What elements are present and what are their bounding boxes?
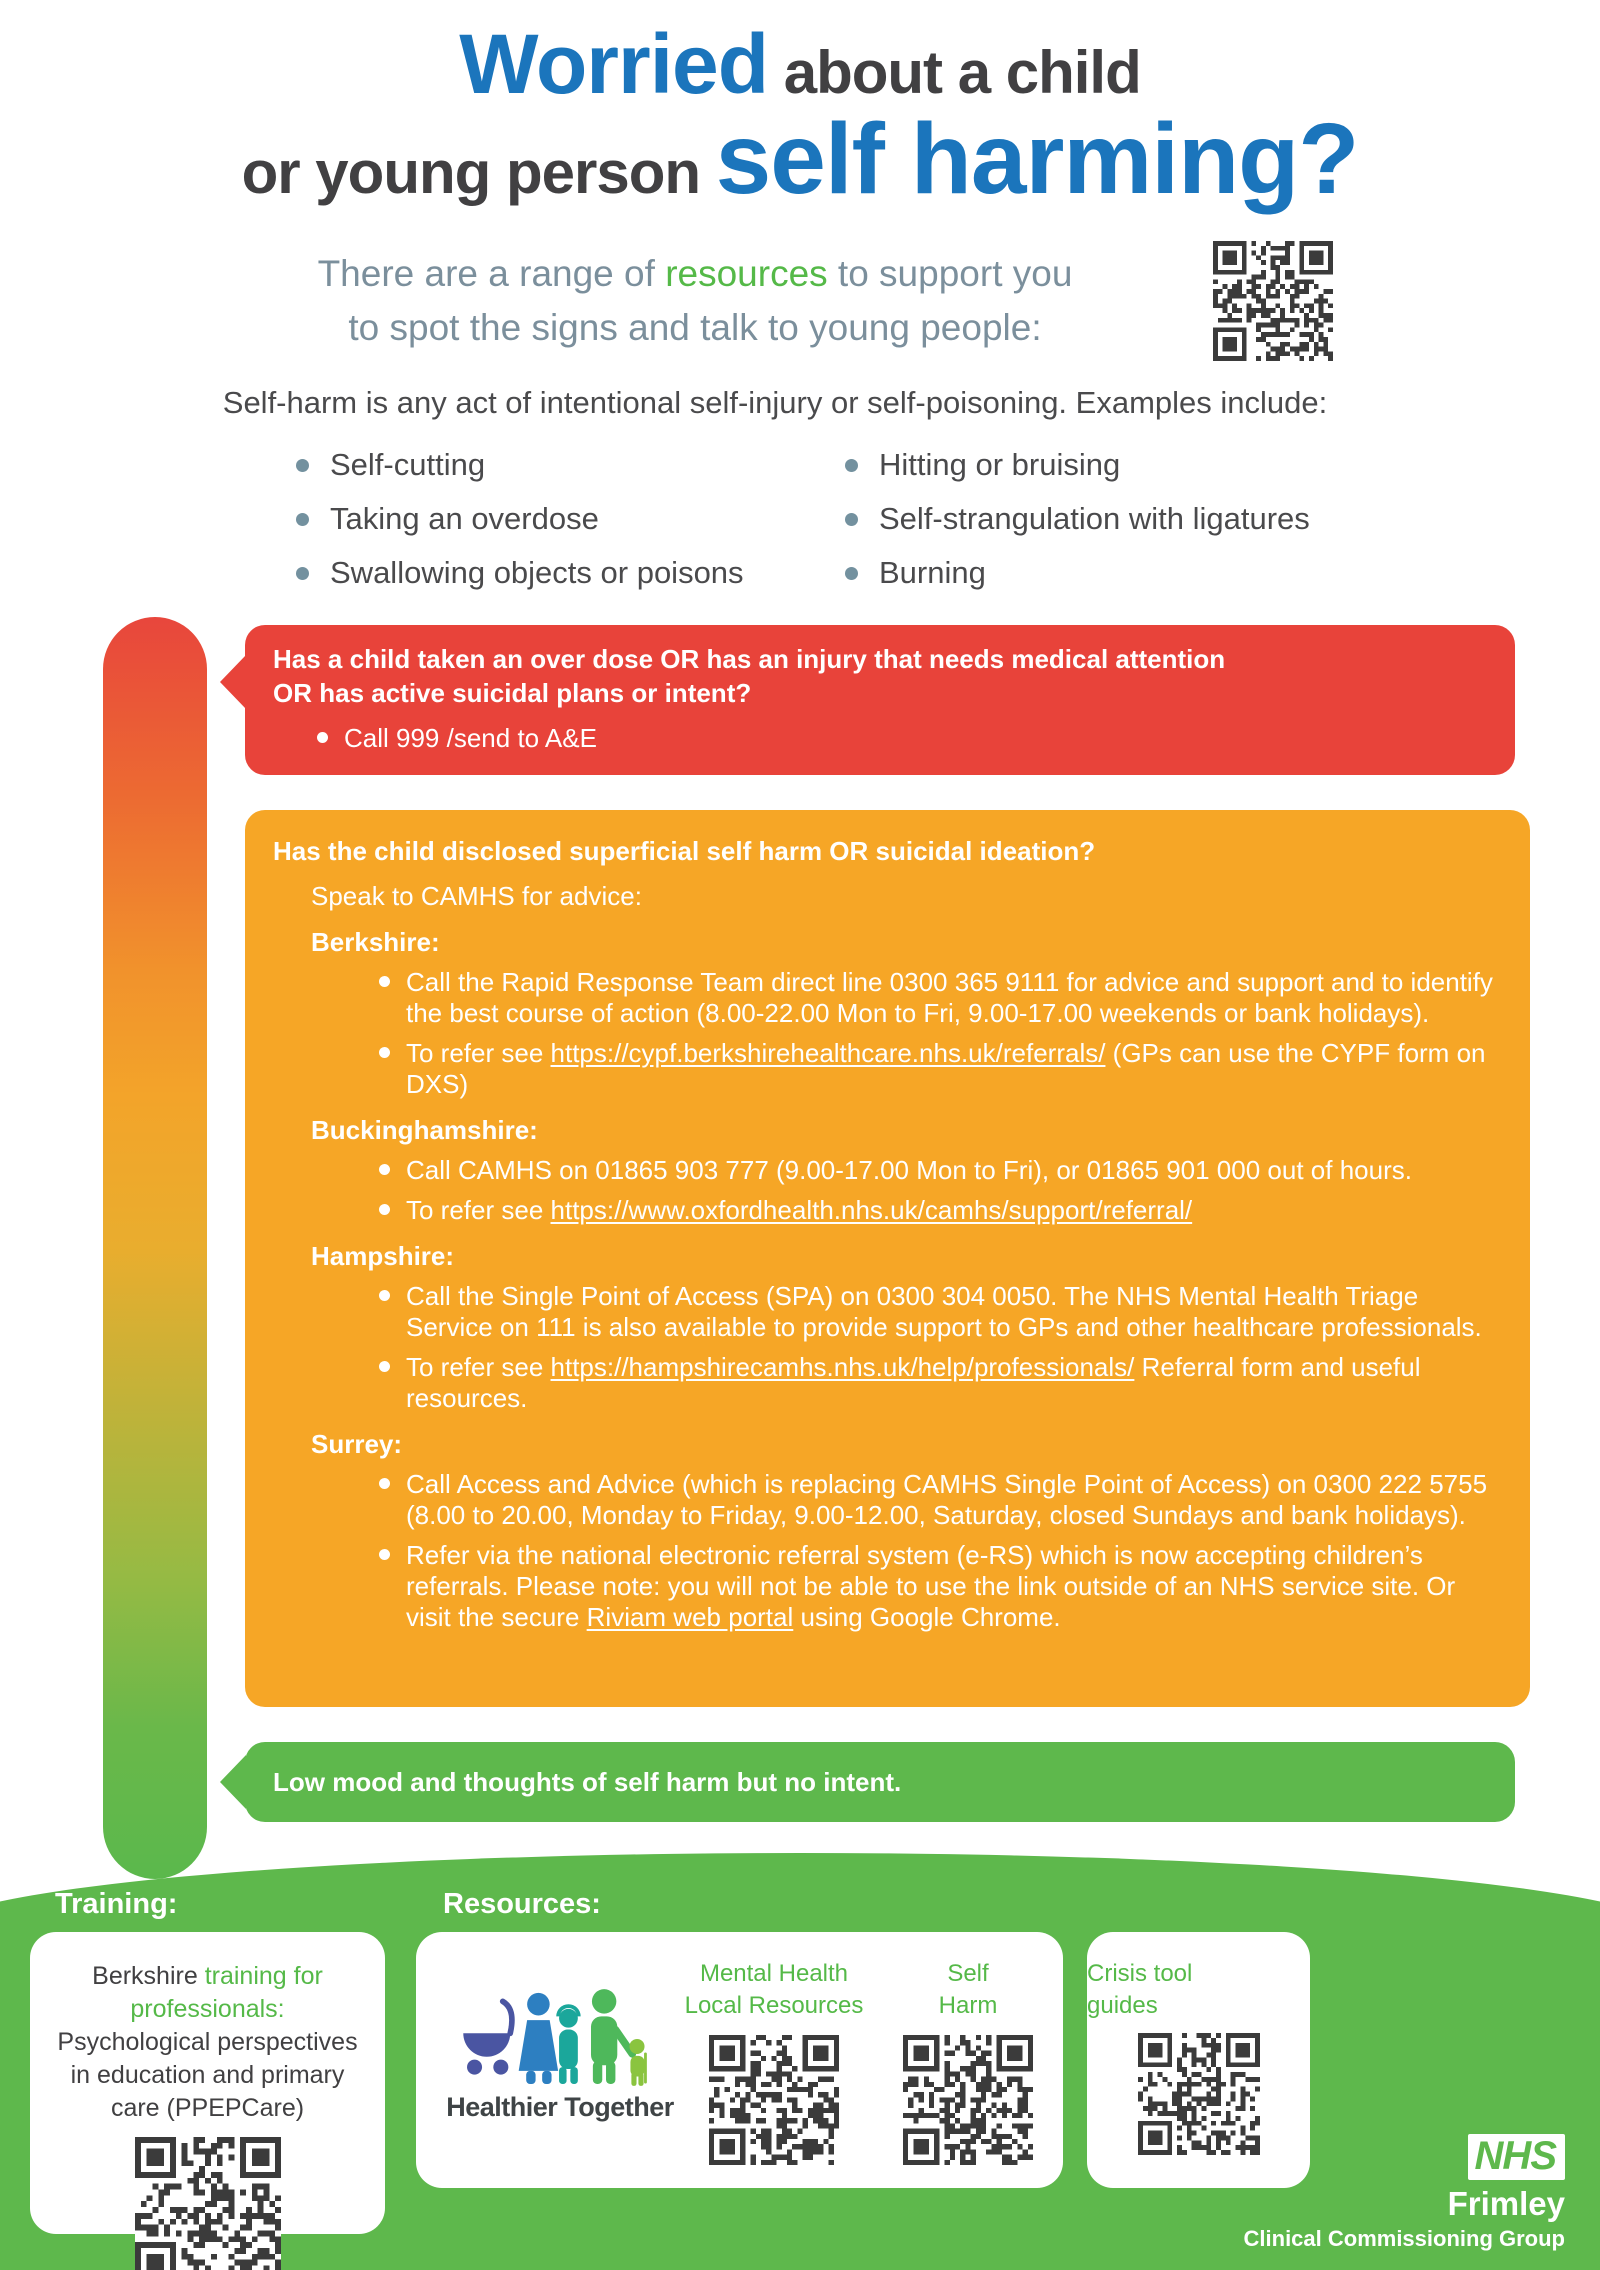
list-item: Swallowing objects or poisons [296,556,744,590]
qr-code-mental-health-local-resources [709,2035,839,2165]
region-heading-berkshire: Berkshire: [311,927,440,957]
bullet-dot-icon [296,567,309,580]
list-item: Call 999 /send to A&E [317,723,1515,754]
speech-tail-icon [220,1755,246,1809]
resource-qr-self-harm [878,1958,1058,2165]
bullet-dot-icon [379,1478,390,1489]
bullet-dot-icon [845,567,858,580]
triage-red-urgent-box [245,625,1515,775]
nhs-logo: NHS [1468,2134,1565,2180]
bullet-dot-icon [379,1549,390,1560]
training-card [30,1932,385,2234]
link-berkshire-referrals[interactable]: https://cypf.berkshirehealthcare.nhs.uk/referrals/ [550,1038,1106,1068]
subtitle: There are a range of resources to support you to spot the signs and talk to young people: [317,253,1073,348]
title-line-2: or young person self harming? [241,102,1359,215]
training-card-text: Berkshire training for professionals: Psychological perspectives in education and primary care (PPEPCare) [57,1962,358,2122]
link-riviam-web-portal[interactable]: Riviam web portal [586,1602,794,1632]
page-title [0,17,1600,215]
bullet-dot-icon [317,732,328,743]
nhs-org-subtitle: Clinical Commissioning Group [1243,2226,1565,2251]
examples-column-2 [845,448,1310,610]
list-item: Taking an overdose [296,502,744,536]
severity-gradient-bar [103,617,207,1879]
resources-label: Resources: [443,1888,601,1920]
list-item: Self-cutting [296,448,744,482]
region-heading-hampshire: Hampshire: [311,1241,455,1271]
list-item: Call the Rapid Response Team direct line 0300 365 9111 for advice and support and to identify the best course of action (8.00-22.00 Mon to Fri, 9.00-17.00 weekends or bank holidays). [379,967,1500,1029]
triage-green-low-risk-box [245,1742,1515,1822]
title-highlight-worried: Worried [459,17,769,111]
qr-code-self-harm [903,2035,1033,2165]
region-bullets-surrey [379,1469,1500,1633]
resource-qr-label: Mental Health Local Resources [684,1960,864,2020]
list-item: To refer see https://cypf.berkshirehealthcare.nhs.uk/referrals/ (GPs can use the CYPF form on DXS) [379,1038,1500,1100]
qr-code-training-ppepcare [135,2137,281,2270]
nhs-frimley-logo [1244,2134,1565,2252]
speech-tail-icon [245,842,246,896]
training-label: Training: [55,1888,178,1920]
training-highlight: training for professionals: [130,1962,323,2023]
amber-box-subheading: Speak to CAMHS for advice: [311,881,642,911]
list-item: Hitting or bruising [845,448,1310,482]
examples-column-1 [296,448,744,610]
resources-card [416,1932,1063,2188]
list-item: To refer see https://hampshirecamhs.nhs.uk/help/professionals/ Referral form and useful resources. [379,1352,1500,1414]
healthier-together-logo [434,1988,686,2123]
bullet-dot-icon [379,1164,390,1175]
bullet-dot-icon [379,1361,390,1372]
list-item: Burning [845,556,1310,590]
resource-qr-mental-health [684,1958,864,2165]
link-hampshirecamhs-professionals[interactable]: https://hampshirecamhs.nhs.uk/help/professionals/ [550,1352,1135,1382]
bullet-dot-icon [845,513,858,526]
bullet-dot-icon [296,513,309,526]
region-heading-surrey: Surrey: [311,1429,403,1459]
region-heading-buckinghamshire: Buckinghamshire: [311,1115,538,1145]
qr-code-resources-top [1213,241,1333,361]
healthier-together-wordmark: Healthier Together [446,2092,674,2122]
bullet-dot-icon [845,459,858,472]
red-box-heading: Has a child taken an over dose OR has an injury that needs medical attention OR has active suicidal plans or intent? [273,644,1226,708]
red-box-actions [317,723,1515,754]
bullet-dot-icon [379,1204,390,1215]
crisis-card-label: Crisis tool guides [1087,1960,1193,2020]
speech-tail-icon [220,655,246,709]
amber-box-heading: Has the child disclosed superficial self harm OR suicidal ideation? [273,836,1096,866]
list-item: Call Access and Advice (which is replacing CAMHS Single Point of Access) on 0300 222 5755 (8.00 to 20.00, Monday to Friday, 9.00-12.00, Saturday, closed Sundays and bank holidays). [379,1469,1500,1531]
link-oxfordhealth-referral[interactable]: https://www.oxfordhealth.nhs.uk/camhs/support/referral/ [550,1195,1193,1225]
list-item: Self-strangulation with ligatures [845,502,1310,536]
title-line-1: Worried about a child [459,17,1141,111]
region-bullets-hampshire [379,1281,1500,1414]
list-item: To refer see https://www.oxfordhealth.nhs.uk/camhs/support/referral/ [379,1195,1500,1226]
region-bullets-berkshire [379,967,1500,1100]
bullet-dot-icon [296,459,309,472]
intro-lead: Self-harm is any act of intentional self-injury or self-poisoning. Examples include: [222,385,1328,420]
title-highlight-selfharming: self harming? [715,102,1359,215]
healthier-together-figures-icon [452,1988,668,2088]
nhs-org-name: Frimley [1447,2185,1565,2222]
bullet-dot-icon [379,1047,390,1058]
region-bullets-buckinghamshire [379,1155,1500,1226]
list-item: Call CAMHS on 01865 903 777 (9.00-17.00 Mon to Fri), or 01865 901 000 out of hours. [379,1155,1500,1186]
qr-code-crisis-tool-guides [1138,2033,1260,2155]
green-box-heading: Low mood and thoughts of self harm but no intent. [273,1767,902,1797]
list-item: Call the Single Point of Access (SPA) on 0300 304 0050. The NHS Mental Health Triage Service on 111 is also available to provide support to GPs and other healthcare professionals. [379,1281,1500,1343]
bullet-dot-icon [379,1290,390,1301]
list-item: Refer via the national electronic referral system (e-RS) which is now accepting children’s referrals. Please note: you will not be able to use the link outside of an NHS service site. Or visit the secure Riviam web portal using Google Chrome. [379,1540,1500,1633]
subtitle-resources-highlight: resources [665,253,828,294]
triage-amber-camhs-box [245,810,1530,1707]
resource-qr-label: Self Harm [938,1960,998,2020]
bullet-dot-icon [379,976,390,987]
